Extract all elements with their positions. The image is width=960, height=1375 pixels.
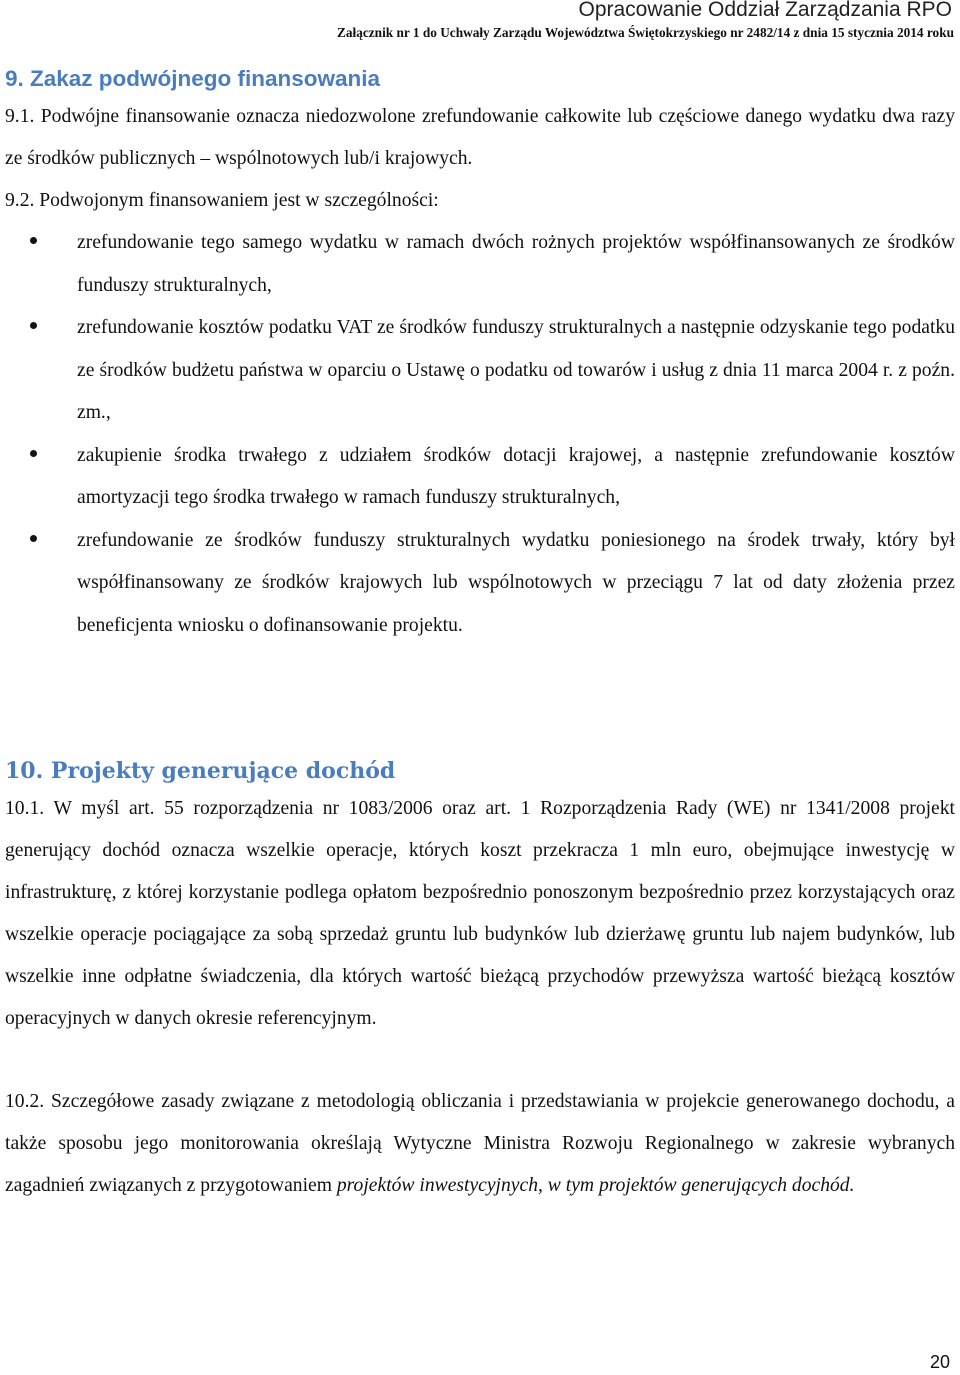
section-9-heading: 9. Zakaz podwójnego finansowania <box>5 66 381 91</box>
paragraph-10-2 <box>5 1081 955 1207</box>
paragraph-10-2-text: 10.2. Szczegółowe zasady związane z metodologią obliczania i przedstawiania w projekcie generowanego dochodu, a także sposobu jego monitorowania określają Wytyczne Ministra Rozwoju Regionalnego w zakresie wybranych zagadnień związanych z przygotowaniem <box>5 1091 955 1196</box>
list-item-text: zrefundowanie kosztów podatku VAT ze środków funduszy strukturalnych a następnie odzyskanie tego podatku ze środków budżetu państwa w oparciu o Ustawę o podatku od towarów i usług z dnia 11 marca 2004 r. z poźn. zm., <box>77 317 955 423</box>
paragraph-9-1: 9.1. Podwójne finansowanie oznacza niedozwolone zrefundowanie całkowite lub częściowe danego wydatku dwa razy ze środków publicznych – wspólnotowych lub/i krajowych. <box>5 106 955 169</box>
bullet-icon <box>30 322 37 329</box>
list-item-text: zrefundowanie tego samego wydatku w ramach dwóch rożnych projektów współfinansowanych ze środków funduszy strukturalnych, <box>77 232 955 296</box>
list-item <box>77 520 955 648</box>
list-item-text: zakupienie środka trwałego z udziałem środków dotacji krajowej, a następnie zrefundowanie kosztów amortyzacji tego środka trwałego w ramach funduszy strukturalnych, <box>77 444 955 508</box>
section-10-heading: 10. Projekty generujące dochód <box>5 758 396 784</box>
list-item <box>77 435 955 520</box>
page-number: 20 <box>929 1352 950 1372</box>
list-item <box>77 307 955 435</box>
list-item-text: zrefundowanie ze środków funduszy strukturalnych wydatku poniesionego na środek trwały, który był współfinansowany ze środków krajowych lub wspólnotowych w przeciągu 7 lat od daty złożenia przez beneficjenta wniosku o dofinansowanie projektu. <box>77 529 955 636</box>
list-item <box>77 222 955 307</box>
bullet-icon <box>30 237 37 244</box>
paragraph-10-1: 10.1. W myśl art. 55 rozporządzenia nr 1083/2006 oraz art. 1 Rozporządzenia Rady (WE) nr 1341/2008 projekt generujący dochód oznacza wszelkie operacje, których koszt przekracza 1 mln euro, obejmujące inwestycję w infrastrukturę, z której korzystanie podlega opłatom bezpośrednio ponoszonym bezpośrednio przez korzystających oraz wszelkie operacje pociągające za sobą sprzedaż gruntu lub budynków lub dzierżawę gruntu lub najem budynków, lub wszelkie inne odpłatne świadczenia, dla których wartość bieżącą przychodów przewyższa wartość bieżącą kosztów operacyjnych w danych okresie referencyjnym. <box>5 798 955 1029</box>
paragraph-9-2: 9.2. Podwojonym finansowaniem jest w szczególności: <box>5 190 439 211</box>
header-title: Opracowanie Oddział Zarządzania RPO <box>578 0 952 21</box>
header-subtitle: Załącznik nr 1 do Uchwały Zarządu Województwa Świętokrzyskiego nr 2482/14 z dnia 15 stycznia 2014 roku <box>337 25 954 40</box>
double-financing-list <box>0 222 960 647</box>
bullet-icon <box>30 535 37 542</box>
paragraph-10-2-italic: projektów inwestycyjnych, w tym projektów generujących dochód. <box>336 1175 855 1196</box>
bullet-icon <box>30 450 37 457</box>
